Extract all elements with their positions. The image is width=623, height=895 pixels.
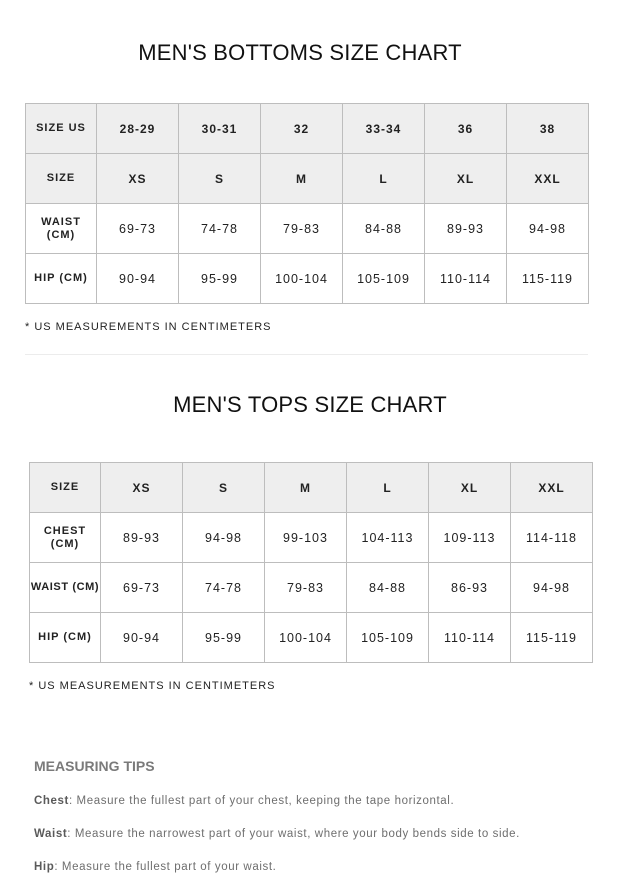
tops-chart-title: MEN'S TOPS SIZE CHART bbox=[173, 392, 447, 417]
table-cell: 86-93 bbox=[429, 563, 511, 613]
table-cell: XL bbox=[425, 154, 507, 204]
tops-row-waist bbox=[30, 563, 593, 613]
row-label: SIZE bbox=[30, 463, 101, 513]
table-cell: 90-94 bbox=[101, 613, 183, 663]
bottoms-footnote: * US MEASUREMENTS IN CENTIMETERS bbox=[25, 321, 272, 333]
tip-hip bbox=[34, 861, 276, 873]
table-cell: 94-98 bbox=[507, 204, 589, 254]
table-cell: L bbox=[343, 154, 425, 204]
bottoms-row-size-us bbox=[26, 104, 589, 154]
tops-row-hip bbox=[30, 613, 593, 663]
table-cell: 110-114 bbox=[429, 613, 511, 663]
tip-text: : Measure the fullest part of your chest, keeping the tape horizontal. bbox=[68, 795, 455, 807]
table-cell: 100-104 bbox=[261, 254, 343, 304]
table-cell: 79-83 bbox=[261, 204, 343, 254]
tip-waist bbox=[34, 828, 520, 840]
table-cell: L bbox=[347, 463, 429, 513]
table-cell: 28-29 bbox=[97, 104, 179, 154]
tip-term: Hip bbox=[34, 861, 55, 873]
row-label: CHEST (CM) bbox=[30, 513, 101, 563]
tip-chest bbox=[34, 795, 454, 807]
table-cell: XS bbox=[97, 154, 179, 204]
table-cell: 109-113 bbox=[429, 513, 511, 563]
tip-text: : Measure the narrowest part of your waist, where your body bends side to side. bbox=[67, 828, 520, 840]
row-label: SIZE US bbox=[26, 104, 97, 154]
tops-size-table bbox=[29, 462, 593, 663]
tip-term: Waist bbox=[34, 828, 68, 840]
table-cell: XL bbox=[429, 463, 511, 513]
section-divider bbox=[25, 354, 588, 355]
tops-footnote: * US MEASUREMENTS IN CENTIMETERS bbox=[29, 680, 276, 692]
tops-row-chest bbox=[30, 513, 593, 563]
table-cell: 30-31 bbox=[179, 104, 261, 154]
table-cell: 114-118 bbox=[511, 513, 593, 563]
table-cell: 33-34 bbox=[343, 104, 425, 154]
table-cell: S bbox=[183, 463, 265, 513]
table-cell: 79-83 bbox=[265, 563, 347, 613]
table-cell: 89-93 bbox=[425, 204, 507, 254]
table-cell: 115-119 bbox=[511, 613, 593, 663]
bottoms-row-size bbox=[26, 154, 589, 204]
row-label: WAIST (CM) bbox=[26, 204, 97, 254]
bottoms-chart-title: MEN'S BOTTOMS SIZE CHART bbox=[138, 40, 462, 65]
table-cell: 32 bbox=[261, 104, 343, 154]
table-cell: XS bbox=[101, 463, 183, 513]
table-cell: 38 bbox=[507, 104, 589, 154]
tops-row-size bbox=[30, 463, 593, 513]
row-label: SIZE bbox=[26, 154, 97, 204]
table-cell: 69-73 bbox=[101, 563, 183, 613]
bottoms-row-hip bbox=[26, 254, 589, 304]
table-cell: 74-78 bbox=[183, 563, 265, 613]
table-cell: 69-73 bbox=[97, 204, 179, 254]
table-cell: 105-109 bbox=[347, 613, 429, 663]
table-cell: 100-104 bbox=[265, 613, 347, 663]
table-cell: 99-103 bbox=[265, 513, 347, 563]
table-cell: 95-99 bbox=[179, 254, 261, 304]
table-cell: 104-113 bbox=[347, 513, 429, 563]
table-cell: 95-99 bbox=[183, 613, 265, 663]
table-cell: XXL bbox=[507, 154, 589, 204]
row-label: HIP (CM) bbox=[30, 613, 101, 663]
table-cell: 89-93 bbox=[101, 513, 183, 563]
table-cell: 84-88 bbox=[347, 563, 429, 613]
table-cell: 110-114 bbox=[425, 254, 507, 304]
table-cell: 90-94 bbox=[97, 254, 179, 304]
table-cell: M bbox=[265, 463, 347, 513]
table-cell: M bbox=[261, 154, 343, 204]
tip-text: : Measure the fullest part of your waist. bbox=[54, 861, 277, 873]
table-cell: 94-98 bbox=[511, 563, 593, 613]
table-cell: 105-109 bbox=[343, 254, 425, 304]
table-cell: S bbox=[179, 154, 261, 204]
table-cell: 115-119 bbox=[507, 254, 589, 304]
bottoms-row-waist bbox=[26, 204, 589, 254]
row-label: HIP (CM) bbox=[26, 254, 97, 304]
row-label: WAIST (CM) bbox=[30, 563, 101, 613]
tip-term: Chest bbox=[34, 795, 69, 807]
table-cell: 84-88 bbox=[343, 204, 425, 254]
table-cell: XXL bbox=[511, 463, 593, 513]
table-cell: 74-78 bbox=[179, 204, 261, 254]
bottoms-size-table bbox=[25, 103, 589, 304]
table-cell: 36 bbox=[425, 104, 507, 154]
measuring-tips-heading: MEASURING TIPS bbox=[34, 758, 155, 774]
table-cell: 94-98 bbox=[183, 513, 265, 563]
